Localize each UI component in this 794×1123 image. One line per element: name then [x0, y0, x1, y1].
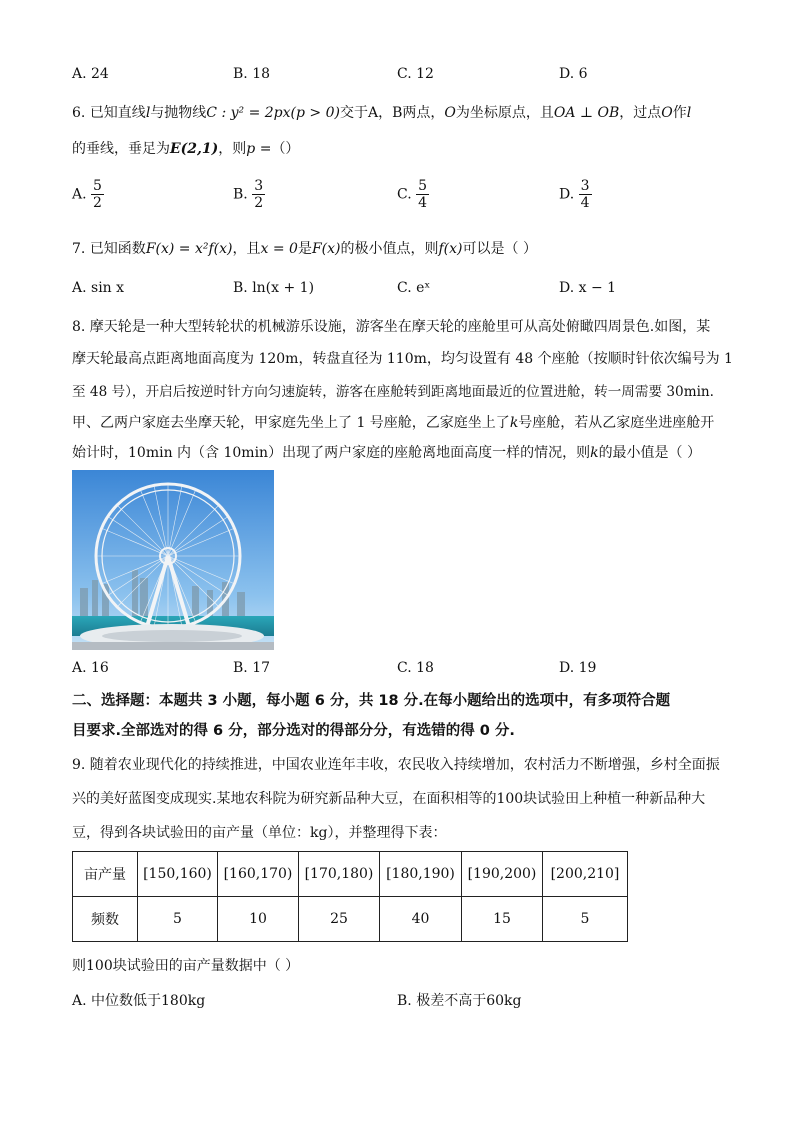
table-freq: 5 [138, 897, 218, 942]
table-freq: 15 [462, 897, 543, 942]
q5-option-d[interactable]: D. 6 [559, 66, 588, 82]
q5-option-c[interactable]: C. 12 [397, 66, 434, 82]
q6-var-o: O [661, 105, 673, 121]
q5-option-b[interactable]: B. 18 [233, 66, 271, 82]
q6-answer-blank: （） [271, 141, 300, 157]
q7-option-d[interactable]: D. x − 1 [559, 280, 617, 296]
option-label: D. [559, 186, 575, 203]
table-row [73, 852, 628, 897]
q8-line4 [72, 412, 714, 432]
q6-point-e: E(2,1) [170, 141, 219, 157]
q9-after-table: 则100块试验田的亩产量数据中（ ） [72, 958, 300, 974]
q7-f-of-x: f(x) [438, 241, 463, 257]
q9-options [72, 990, 732, 1010]
q7-stem [72, 238, 537, 258]
q8-var-k: k [509, 415, 519, 431]
table-freq: 10 [218, 897, 299, 942]
q6-text: ，则 [218, 141, 247, 157]
q6-text: 交于A，B两点， [339, 105, 445, 121]
q7-text: 的极小值点，则 [340, 241, 439, 257]
section2-line2: 目要求.全部选对的得 6 分，部分选对的得部分分，有选错的得 0 分. [72, 723, 515, 739]
option-label: A. [72, 186, 87, 203]
section2-line1: 二、选择题：本题共 3 小题，每小题 6 分，共 18 分.在每小题给出的选项中，有多项符合题 [72, 693, 671, 709]
q6-line2 [72, 138, 299, 158]
fraction [252, 178, 265, 211]
q8-line3: 至 48 号），开启后按逆时针方向匀速旋转，游客在座舱转到距离地面最近的位置进舱，转一周需要 30min. [72, 384, 715, 400]
table-interval: [150,160) [138, 852, 218, 897]
numerator: 3 [254, 178, 264, 194]
q6-options [72, 178, 732, 218]
q8-option-b[interactable]: B. 17 [233, 660, 271, 676]
q9-option-b[interactable]: B. 极差不高于60kg [397, 993, 522, 1009]
q6-line1 [72, 102, 691, 122]
q6-option-b[interactable] [233, 178, 265, 211]
q6-number: 6. [72, 105, 86, 121]
q6-p-equals: p = [246, 141, 272, 157]
q8-option-d[interactable]: D. 19 [559, 660, 597, 676]
q6-text: 为坐标原点，且 [455, 105, 554, 121]
q7-x-zero: x = 0 [260, 241, 298, 257]
table-freq: 25 [299, 897, 380, 942]
q6-text: 与抛物线 [150, 105, 207, 121]
fraction [416, 178, 429, 211]
q8-text: 始计时，10min 内（含 10min）出现了两户家庭的座舱离地面高度一样的情况，则 [72, 445, 591, 461]
q6-var-l: l [686, 105, 692, 121]
denominator: 2 [93, 195, 102, 211]
table-interval: [200,210] [543, 852, 628, 897]
q8-line2: 摩天轮最高点距离地面高度为 120m，转盘直径为 110m，均匀设置有 48 个座舱（按顺时针依次编号为 1 [72, 351, 733, 367]
q6-text: 作 [672, 105, 687, 121]
q8-text: 号座舱，若从乙家庭坐进座舱开 [518, 415, 715, 431]
q5-option-a[interactable]: A. 24 [72, 66, 109, 82]
q7-option-a[interactable]: A. sin x [72, 280, 125, 296]
numerator: 3 [580, 178, 590, 194]
ferris-wheel-photo [72, 470, 274, 650]
q6-text: 的垂线，垂足为 [72, 141, 170, 157]
table-freq: 5 [543, 897, 628, 942]
q8-text: 甲、乙两户家庭去坐摩天轮，甲家庭先坐上了 1 号座舱，乙家庭坐上了 [72, 415, 510, 431]
q7-number: 7. [72, 241, 86, 257]
table-interval: [170,180) [299, 852, 380, 897]
q9-line2: 兴的美好蓝图变成现实.某地农科院为研究新品种大豆，在面积相等的100块试验田上种植一种新品种大 [72, 791, 706, 807]
q7-function-def: F(x) = x²f(x) [145, 241, 233, 257]
table-interval: [190,200) [462, 852, 543, 897]
q7-text: 是 [297, 241, 312, 257]
q9-option-a[interactable]: A. 中位数低于180kg [72, 993, 206, 1009]
numerator: 5 [93, 178, 102, 194]
q8-text: 的最小值是（ ） [598, 445, 702, 461]
q7-text: 已知函数 [89, 241, 146, 257]
q7-option-b[interactable]: B. ln(x + 1) [233, 280, 315, 296]
q6-var-o: O [444, 105, 456, 121]
q7-text: ，且 [232, 241, 261, 257]
section2-heading [72, 686, 722, 746]
q6-parabola-equation: C : y² = 2px(p > 0) [206, 105, 340, 121]
q8-line1: 8. 摩天轮是一种大型转轮状的机械游乐设施，游客坐在摩天轮的座舱里可从高处俯瞰四周景色.如图，某 [72, 319, 711, 335]
q6-var-l: l [145, 105, 151, 121]
q8-option-a[interactable]: A. 16 [72, 660, 109, 676]
q6-option-a[interactable] [72, 178, 104, 211]
q6-text: 已知直线 [89, 105, 146, 121]
fraction [579, 178, 592, 211]
q5-options [72, 66, 732, 86]
q8-var-k: k [590, 445, 599, 461]
denominator: 2 [254, 195, 264, 211]
q8-options [72, 660, 732, 680]
yield-frequency-table [72, 851, 628, 942]
table-freq: 40 [380, 897, 462, 942]
q7-option-c[interactable]: C. eˣ [397, 280, 431, 296]
q9-line3: 豆，得到各块试验田的亩产量（单位：kg），并整理得下表： [72, 825, 447, 841]
table-interval: [160,170) [218, 852, 299, 897]
ferris-wheel-illustration [72, 470, 274, 650]
q7-text: 可以是（ ） [462, 241, 537, 257]
q8-line5 [72, 442, 701, 462]
q7-options [72, 280, 732, 300]
q6-text: ，过点 [619, 105, 662, 121]
option-label: B. [233, 186, 248, 203]
fraction [91, 178, 104, 211]
q6-option-c[interactable] [397, 178, 429, 211]
q7-F-of-x: F(x) [311, 241, 341, 257]
denominator: 4 [418, 195, 428, 211]
table-interval: [180,190) [380, 852, 462, 897]
table-row [73, 897, 628, 942]
q8-option-c[interactable]: C. 18 [397, 660, 434, 676]
q9-line1: 9. 随着农业现代化的持续推进，中国农业连年丰收，农民收入持续增加，农村活力不断增强，乡村全面振 [72, 757, 720, 773]
denominator: 4 [580, 195, 590, 211]
numerator: 5 [418, 178, 428, 194]
q6-option-d[interactable] [559, 178, 592, 211]
table-header-label: 亩产量 [73, 852, 138, 897]
q6-perpendicular: OA ⊥ OB [553, 105, 620, 121]
option-label: C. [397, 186, 412, 203]
table-freq-label: 频数 [73, 897, 138, 942]
